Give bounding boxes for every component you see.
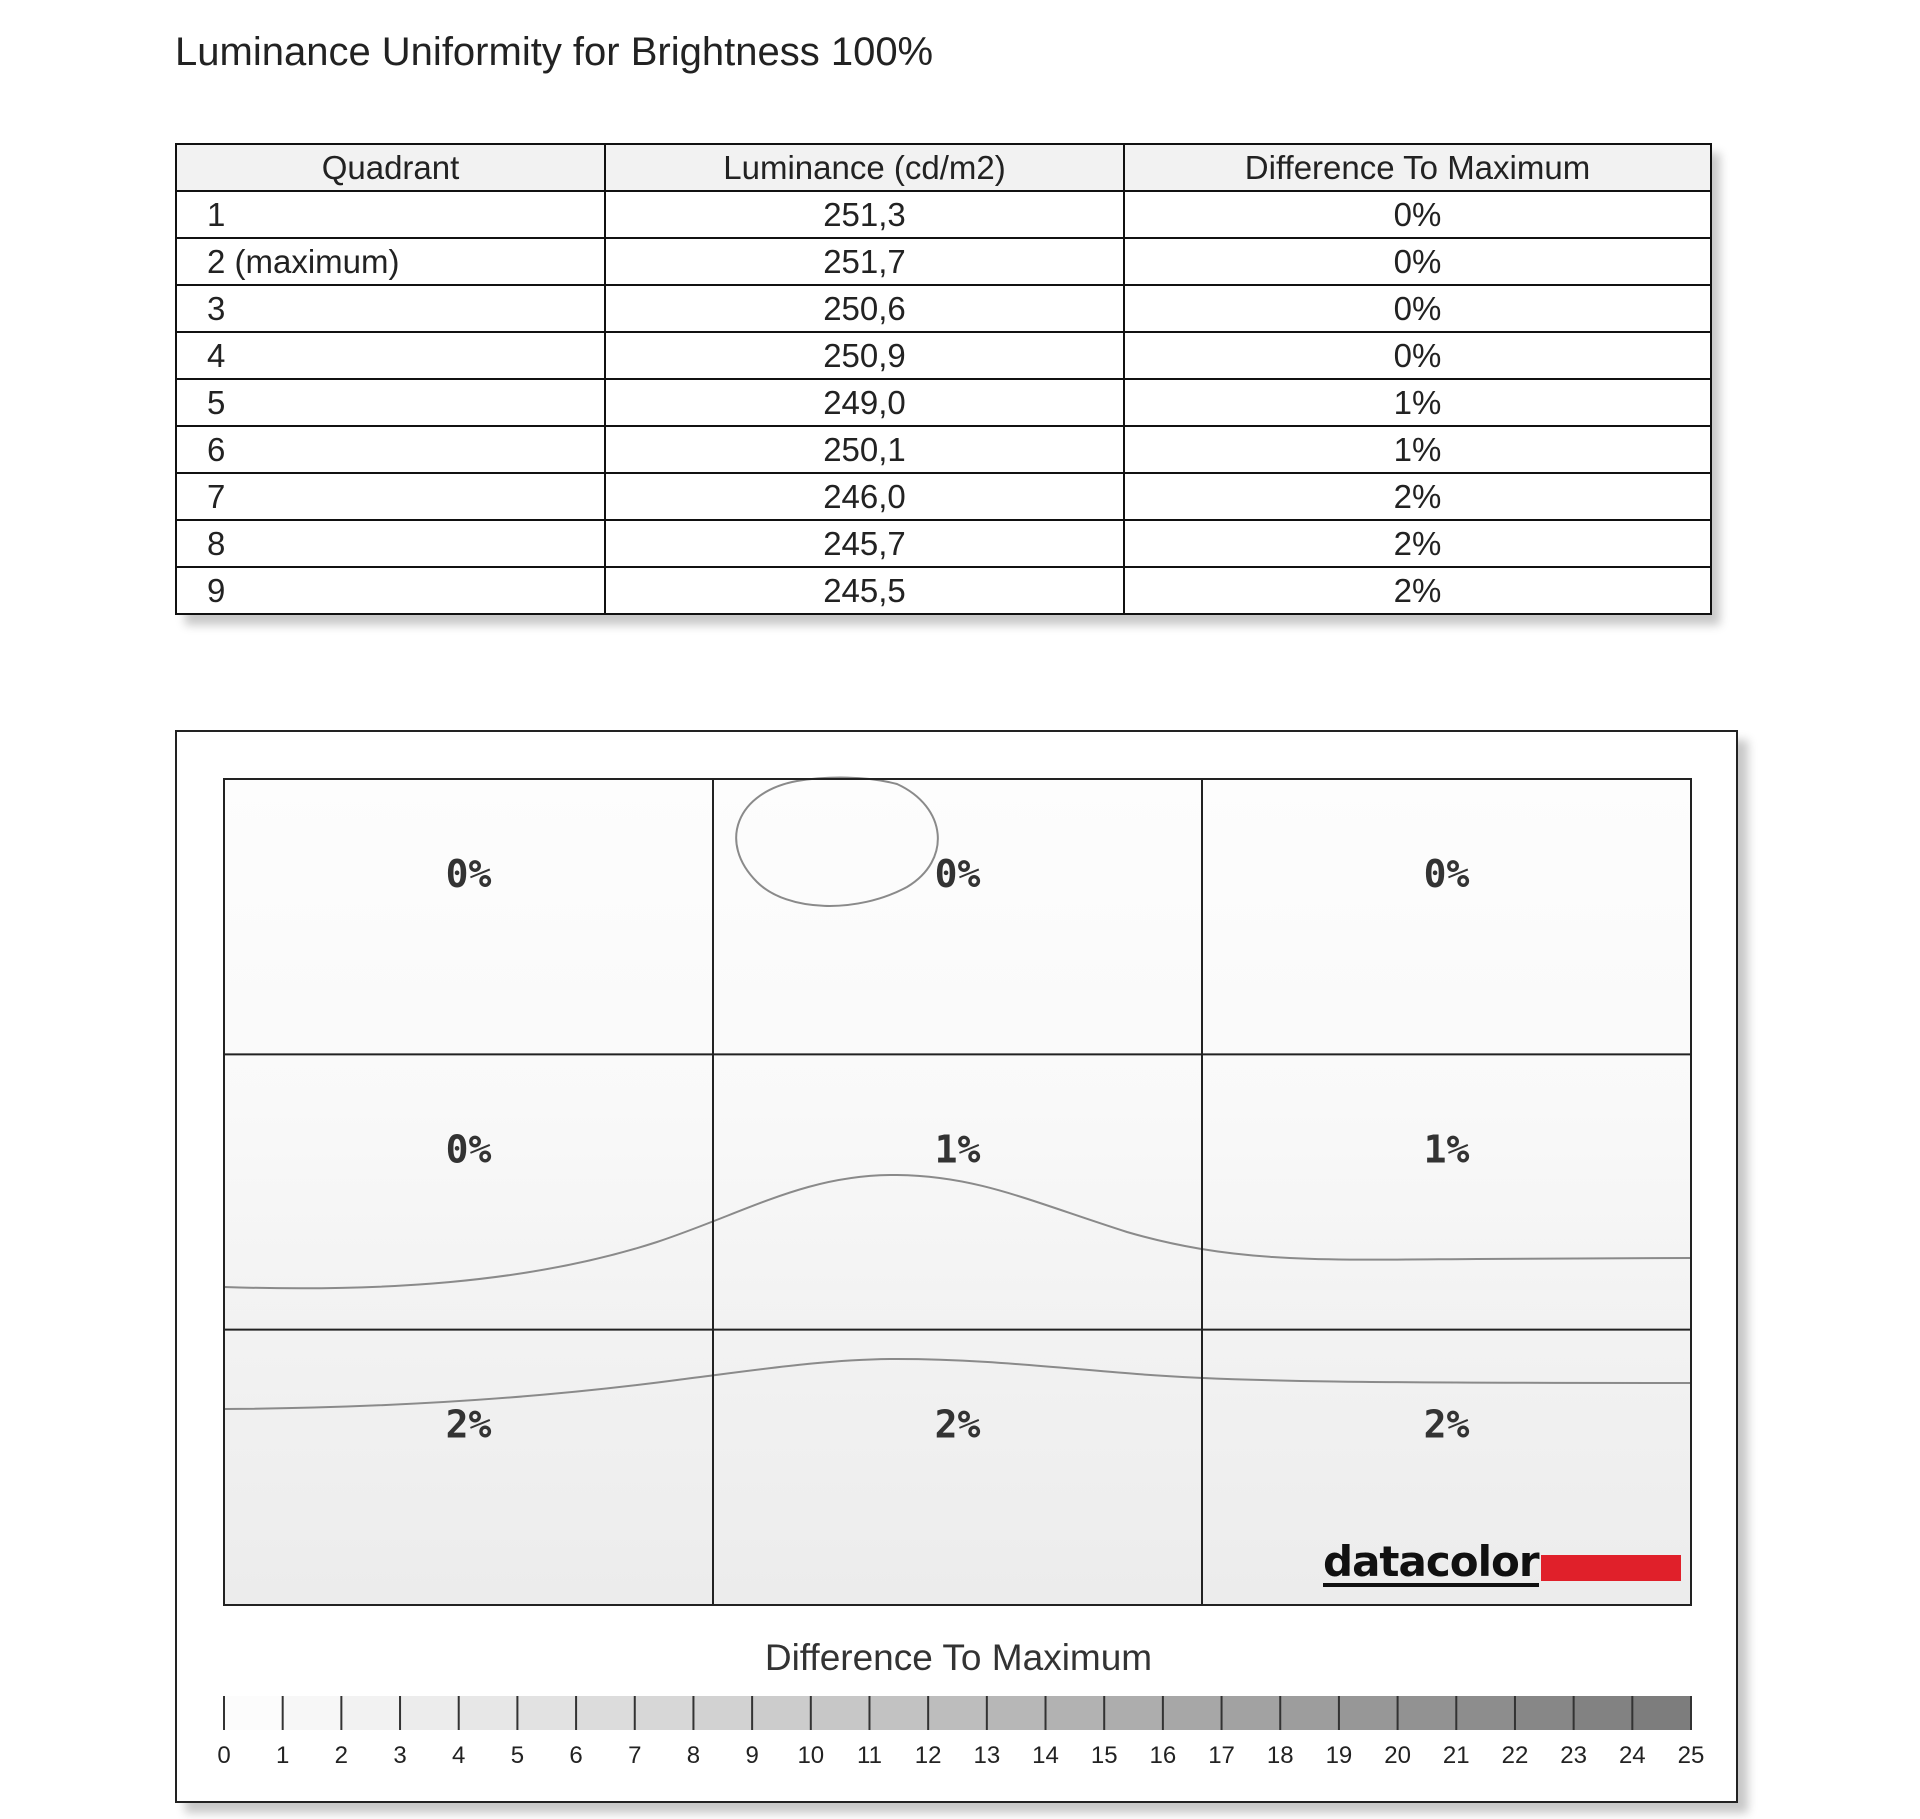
scale-tick-label: 21 (1442, 1742, 1470, 1769)
scale-segment (693, 1696, 752, 1730)
scale-tick-label: 0 (217, 1742, 231, 1769)
cell-luminance: 251,3 (605, 191, 1124, 238)
scale-tick-label: 23 (1560, 1742, 1587, 1769)
cell-difference: 2% (1124, 473, 1711, 520)
scale-segment (283, 1696, 342, 1730)
cell-quadrant: 1 (176, 191, 605, 238)
cell-luminance: 246,0 (605, 473, 1124, 520)
scale-segment (1104, 1696, 1163, 1730)
scale-segment (576, 1696, 635, 1730)
cell-difference: 0% (1124, 238, 1711, 285)
table-row (176, 238, 1711, 285)
header-difference: Difference To Maximum (1124, 144, 1711, 191)
scale-segment (1339, 1696, 1398, 1730)
scale-segment (400, 1696, 459, 1730)
scale-tick-label: 4 (452, 1742, 466, 1769)
scale-segment (1163, 1696, 1222, 1730)
cell-difference: 1% (1124, 379, 1711, 426)
scale-segment (1222, 1696, 1281, 1730)
scale-segment (341, 1696, 400, 1730)
table-row (176, 285, 1711, 332)
scale-segment (1046, 1696, 1105, 1730)
scale-tick-label: 6 (569, 1742, 583, 1769)
scale-segment (987, 1696, 1046, 1730)
table-row (176, 332, 1711, 379)
scale-tick-label: 25 (1677, 1742, 1705, 1769)
table-row (176, 426, 1711, 473)
scale-segment (869, 1696, 928, 1730)
scale-tick-label: 13 (973, 1742, 1001, 1769)
scale-segment (1515, 1696, 1574, 1730)
cell-label-q6: 1% (1423, 1127, 1470, 1172)
scale-segment (928, 1696, 987, 1730)
scale-segment (811, 1696, 870, 1730)
scale-segment (1574, 1696, 1633, 1730)
cell-luminance: 250,9 (605, 332, 1124, 379)
cell-quadrant: 8 (176, 520, 605, 567)
uniformity-chart-panel (175, 730, 1738, 1803)
scale-tick-label: 5 (510, 1742, 525, 1769)
cell-luminance: 250,6 (605, 285, 1124, 332)
color-scale (217, 1696, 1704, 1769)
scale-tick-label: 8 (686, 1742, 701, 1769)
brand-text: datacolor (1323, 1537, 1539, 1586)
header-luminance: Luminance (cd/m2) (605, 144, 1124, 191)
scale-segment (517, 1696, 576, 1730)
scale-tick-label: 18 (1266, 1742, 1294, 1769)
scale-tick-label: 9 (745, 1742, 759, 1769)
scale-tick-label: 16 (1149, 1742, 1177, 1769)
datacolor-logo (1323, 1537, 1681, 1587)
scale-title: Difference To Maximum (764, 1637, 1153, 1678)
cell-quadrant: 7 (176, 473, 605, 520)
scale-tick-label: 19 (1325, 1742, 1353, 1769)
scale-tick-label: 11 (857, 1742, 882, 1769)
table-body (176, 191, 1711, 614)
scale-tick-label: 22 (1501, 1742, 1529, 1769)
header-quadrant: Quadrant (176, 144, 605, 191)
scale-segment (1280, 1696, 1339, 1730)
cell-label-q8: 2% (934, 1402, 981, 1447)
scale-tick-label: 2 (334, 1742, 349, 1769)
cell-label-q5: 1% (934, 1127, 981, 1172)
cell-quadrant: 3 (176, 285, 605, 332)
cell-quadrant: 6 (176, 426, 605, 473)
scale-tick-label: 12 (914, 1742, 942, 1769)
cell-label-q7: 2% (445, 1402, 492, 1447)
scale-tick-label: 15 (1090, 1742, 1118, 1769)
table-row (176, 473, 1711, 520)
cell-difference: 0% (1124, 332, 1711, 379)
cell-quadrant: 2 (maximum) (176, 238, 605, 285)
scale-tick-label: 20 (1384, 1742, 1411, 1769)
scale-segment (635, 1696, 694, 1730)
cell-quadrant: 4 (176, 332, 605, 379)
cell-difference: 1% (1124, 426, 1711, 473)
scale-tick-label: 1 (276, 1742, 290, 1769)
scale-segment (459, 1696, 518, 1730)
scale-tick-label: 7 (628, 1742, 642, 1769)
cell-label-q4: 0% (445, 1127, 492, 1172)
luminance-table (175, 143, 1712, 615)
cell-quadrant: 9 (176, 567, 605, 614)
scale-tick-label: 24 (1618, 1742, 1646, 1769)
scale-tick-label: 3 (393, 1742, 407, 1769)
cell-label-q3: 0% (1423, 852, 1470, 896)
cell-quadrant: 5 (176, 379, 605, 426)
scale-segment (1398, 1696, 1457, 1730)
table-row (176, 567, 1711, 614)
page-title: Luminance Uniformity for Brightness 100% (175, 30, 934, 74)
table-row (176, 191, 1711, 238)
brand-red-bar (1541, 1555, 1681, 1581)
table-row (176, 379, 1711, 426)
scale-tick-label: 14 (1032, 1742, 1059, 1769)
cell-difference: 0% (1124, 191, 1711, 238)
scale-segment (752, 1696, 811, 1730)
luminance-table-container (175, 143, 1710, 615)
table-header-row (176, 144, 1711, 191)
scale-segment (1632, 1696, 1691, 1730)
cell-luminance: 245,7 (605, 520, 1124, 567)
heatmap-background (224, 779, 1691, 1605)
scale-segment (1456, 1696, 1515, 1730)
cell-luminance: 250,1 (605, 426, 1124, 473)
cell-luminance: 249,0 (605, 379, 1124, 426)
cell-label-q9: 2% (1423, 1402, 1470, 1447)
scale-segment (224, 1696, 283, 1730)
cell-difference: 2% (1124, 520, 1711, 567)
scale-tick-label: 17 (1208, 1742, 1235, 1769)
scale-tick-label: 10 (797, 1742, 825, 1769)
cell-luminance: 251,7 (605, 238, 1124, 285)
cell-label-q2: 0% (934, 852, 981, 896)
cell-difference: 2% (1124, 567, 1711, 614)
table-row (176, 520, 1711, 567)
cell-difference: 0% (1124, 285, 1711, 332)
cell-label-q1: 0% (445, 852, 492, 896)
cell-luminance: 245,5 (605, 567, 1124, 614)
